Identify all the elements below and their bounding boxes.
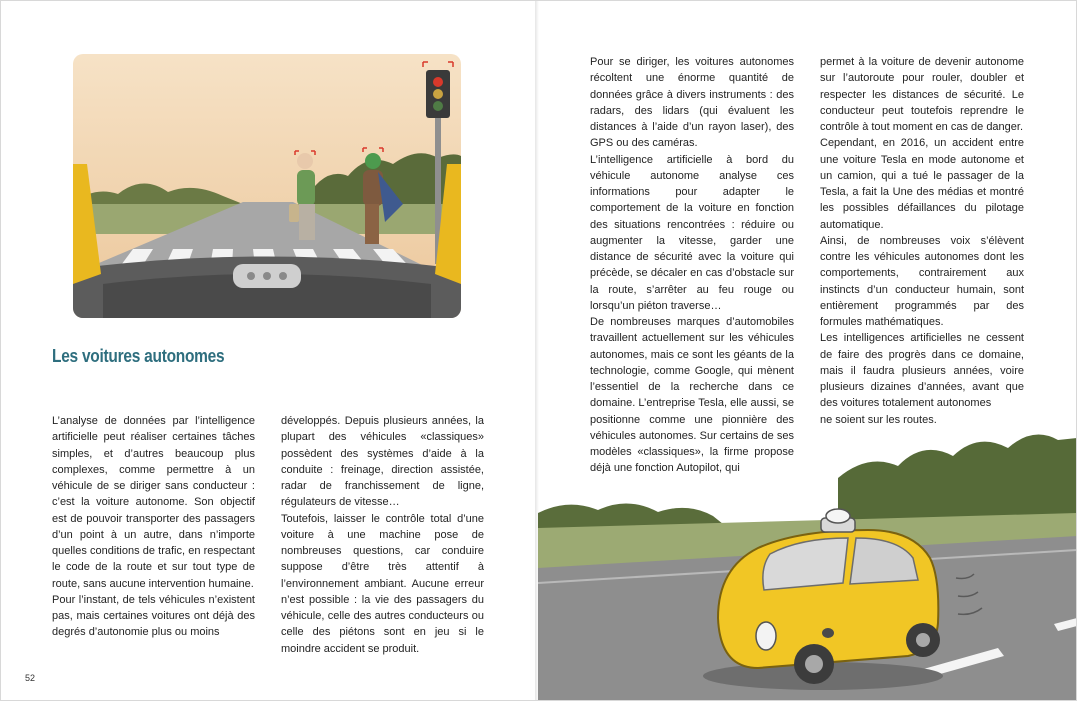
paragraph: Cependant, en 2016, un accident entre une voiture Tesla en mode autonome et un camion, qui a tué le passager de la Tesla, a fait la Une des médias et montré les possibles défaillances du pilotage automatique. [820,137,1024,231]
text-column-4 [820,54,1024,428]
paragraph: développés. Depuis plusieurs années, la plupart des véhicules «classiques» possèdent des systèmes d’aide à la conduite : freinage, direction assistée, radar de franchissement de ligne, régulateurs de vitesse… [281,415,484,509]
paragraph: De nombreuses marques d’automobiles travaillent actuellement sur les véhicules autonomes, mais ce sont les géants de la technologie, comme Google, qui mènent l’essentiel de la recherche dans ce domaine. L’entreprise Tesla, elle aussi, se positionne comme une pionnière des véhicules autonomes. Sur certains de ses modèles «classiques», la firme propose déjà une fonction Autopilot, qui [590,316,794,475]
paragraph: L’intelligence artificielle à bord du véhicule autonome analyse ces informations pour adapter le comportement de la voiture en fonction des situations rencontrées : réduire ou augmenter la vitesse, garder une distance de sécurité avec la voiture qui précède, se décaler en cas d’obstacle sur la route, s’arrêter au feu rouge ou lorsqu’un piéton traverse… [590,153,794,312]
section-heading: Les voitures autonomes [52,346,225,366]
text-column-2 [281,413,484,657]
crosswalk-drawing [73,54,461,318]
paragraph: Toutefois, laisser le contrôle total d’une voiture à une machine pose de nombreuses questions, car conduire suppose d’être très attentif à l’environnement ambiant. Aucune erreur n’est possible : la vie des passagers du véhicule, celle des autres conducteurs ou celle des piétons sont en jeu si le moindre accident se produit. [281,512,484,655]
text-column-1 [52,413,255,641]
autonomous-car-illustration [538,418,1077,701]
page-number: 52 [25,673,36,683]
text-column-3 [590,54,794,477]
paragraph: L’analyse de données par l’intelligence artificielle peut réaliser certaines tâches simples, et d’autres beaucoup plus complexes, comme permettre à un véhicule de se diriger sans conducteur : c’est la voiture autonome. Son objectif est de pouvoir transporter des passagers d’un point à un autre, dans n’importe quelles conditions de trafic, en respectant le code de la route et sur tout type de route, sans aucune intervention humaine. [52,415,255,590]
paragraph: permet à la voiture de devenir autonome sur l’autoroute pour rouler, doubler et respecter les distances de sécurité. Le conducteur peut toutefois reprendre le contrôle à tout moment en cas de danger. [820,56,1024,133]
paragraph: Les intelligences artificielles ne cessent de faire des progrès dans ce domaine, mais il faudra plusieurs années, voire plusieurs dizaines d’années, avant que des voitures totalement autonomes [820,332,1024,410]
paragraph: Ainsi, de nombreuses voix s’élèvent contre les véhicules autonomes dont les comportements, contrairement aux instincts d’un conducteur humain, sont entièrement programmés par des formules mathématiques. [820,234,1024,328]
paragraph: Pour l’instant, de tels véhicules n’existent pas, mais certaines voitures ont déjà des degrés d’autonomie plus ou moins [52,593,255,639]
crosswalk-illustration [73,54,461,318]
autonomous-car-drawing [538,418,1077,701]
paragraph: ne soient sur les routes. [820,413,937,426]
paragraph: Pour se diriger, les voitures autonomes récoltent une énorme quantité de données grâce à divers instruments : des radars, des lidars (qui évaluent les distances à l’aide d’un rayon laser), des GPS ou des caméras. [590,56,794,150]
